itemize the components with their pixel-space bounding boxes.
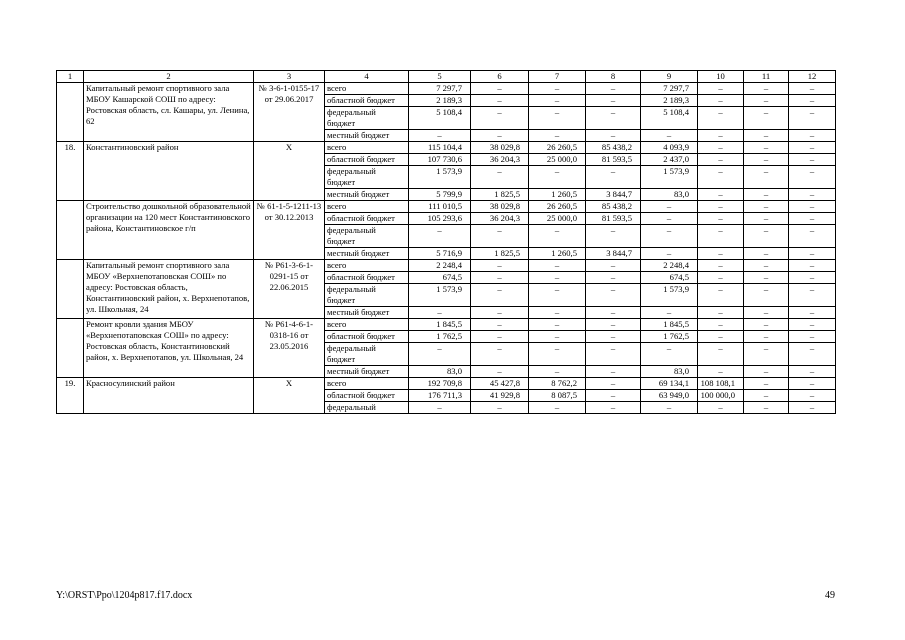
funding-source: всего xyxy=(325,83,409,95)
amount-cell: – xyxy=(789,402,836,414)
amount-cell: – xyxy=(471,166,529,189)
amount-cell: – xyxy=(698,272,744,284)
amount-cell: – xyxy=(529,319,586,331)
amount-cell: 85 438,2 xyxy=(586,201,641,213)
column-number: 9 xyxy=(641,71,698,83)
amount-cell: – xyxy=(471,366,529,378)
funding-source: всего xyxy=(325,260,409,272)
amount-cell: – xyxy=(471,272,529,284)
budget-table xyxy=(56,70,836,414)
table-body xyxy=(57,71,836,414)
amount-cell: – xyxy=(529,107,586,130)
object-name: Константиновский район xyxy=(84,142,254,201)
amount-cell: 36 204,3 xyxy=(471,154,529,166)
amount-cell: 25 000,0 xyxy=(529,154,586,166)
amount-cell: – xyxy=(789,284,836,307)
amount-cell: 38 029,8 xyxy=(471,201,529,213)
amount-cell: – xyxy=(698,107,744,130)
row-number xyxy=(57,319,84,378)
document-number: № Р61-3-6-1-0291-15 от 22.06.2015 xyxy=(254,260,325,319)
funding-source: федеральный бюджет xyxy=(325,225,409,248)
amount-cell: 63 949,0 xyxy=(641,390,698,402)
amount-cell: – xyxy=(744,154,789,166)
amount-cell: 176 711,3 xyxy=(409,390,471,402)
amount-cell: – xyxy=(744,83,789,95)
object-name: Капитальный ремонт спортивного зала МБОУ «Верхнепотаповская СОШ» по адресу: Ростовская область, Константиновский район, х. Верхнепотапов, ул. Школьная, 24 xyxy=(84,260,254,319)
amount-cell: – xyxy=(789,154,836,166)
row-number: 18. xyxy=(57,142,84,201)
amount-cell: – xyxy=(698,213,744,225)
object-name: Ремонт кровли здания МБОУ «Верхнепотаповская СОШ» по адресу: Ростовская область, Константиновский район, х. Верхнепотапов, ул. Школьная, 24 xyxy=(84,319,254,378)
column-number: 10 xyxy=(698,71,744,83)
amount-cell: – xyxy=(744,319,789,331)
amount-cell: 2 248,4 xyxy=(641,260,698,272)
column-number: 2 xyxy=(84,71,254,83)
amount-cell: 1 573,9 xyxy=(409,284,471,307)
amount-cell: 115 104,4 xyxy=(409,142,471,154)
amount-cell: 2 437,0 xyxy=(641,154,698,166)
amount-cell: – xyxy=(586,284,641,307)
amount-cell: – xyxy=(698,142,744,154)
amount-cell: – xyxy=(744,107,789,130)
amount-cell: 41 929,8 xyxy=(471,390,529,402)
amount-cell: – xyxy=(409,307,471,319)
amount-cell: – xyxy=(789,225,836,248)
amount-cell: 1 260,5 xyxy=(529,248,586,260)
amount-cell: 83,0 xyxy=(409,366,471,378)
amount-cell: 1 845,5 xyxy=(409,319,471,331)
amount-cell: – xyxy=(744,225,789,248)
funding-source: областной бюджет xyxy=(325,390,409,402)
amount-cell: 108 108,1 xyxy=(698,378,744,390)
amount-cell: – xyxy=(789,260,836,272)
amount-cell: – xyxy=(744,166,789,189)
amount-cell: – xyxy=(698,366,744,378)
amount-cell: 5 799,9 xyxy=(409,189,471,201)
amount-cell: – xyxy=(744,272,789,284)
amount-cell: – xyxy=(744,95,789,107)
amount-cell: 38 029,8 xyxy=(471,142,529,154)
amount-cell: – xyxy=(586,307,641,319)
funding-source: всего xyxy=(325,201,409,213)
document-number: Х xyxy=(254,378,325,414)
amount-cell: 83,0 xyxy=(641,189,698,201)
table-row xyxy=(57,319,836,331)
funding-source: местный бюджет xyxy=(325,366,409,378)
amount-cell: – xyxy=(409,225,471,248)
amount-cell: – xyxy=(698,343,744,366)
amount-cell: – xyxy=(789,319,836,331)
amount-cell: 1 762,5 xyxy=(641,331,698,343)
amount-cell: – xyxy=(529,260,586,272)
funding-source: федеральный бюджет xyxy=(325,166,409,189)
amount-cell: – xyxy=(529,366,586,378)
amount-cell: – xyxy=(698,166,744,189)
amount-cell: – xyxy=(744,331,789,343)
funding-source: областной бюджет xyxy=(325,213,409,225)
amount-cell: – xyxy=(789,130,836,142)
amount-cell: – xyxy=(744,213,789,225)
amount-cell: – xyxy=(789,201,836,213)
amount-cell: 1 573,9 xyxy=(641,284,698,307)
amount-cell: 1 573,9 xyxy=(641,166,698,189)
amount-cell: 26 260,5 xyxy=(529,201,586,213)
amount-cell: – xyxy=(641,248,698,260)
amount-cell: 107 730,6 xyxy=(409,154,471,166)
amount-cell: – xyxy=(744,366,789,378)
amount-cell: 1 825,5 xyxy=(471,189,529,201)
amount-cell: – xyxy=(471,331,529,343)
amount-cell: 674,5 xyxy=(641,272,698,284)
amount-cell: 105 293,6 xyxy=(409,213,471,225)
document-number: № 61-1-5-1211-13 от 30.12.2013 xyxy=(254,201,325,260)
amount-cell: – xyxy=(744,402,789,414)
column-number-row xyxy=(57,71,836,83)
funding-source: местный бюджет xyxy=(325,248,409,260)
amount-cell: 111 010,5 xyxy=(409,201,471,213)
amount-cell: – xyxy=(409,402,471,414)
amount-cell: 3 844,7 xyxy=(586,189,641,201)
amount-cell: – xyxy=(698,319,744,331)
amount-cell: – xyxy=(744,248,789,260)
amount-cell: – xyxy=(744,142,789,154)
amount-cell: – xyxy=(641,130,698,142)
amount-cell: – xyxy=(529,284,586,307)
column-number: 3 xyxy=(254,71,325,83)
document-number: № Р61-4-6-1-0318-16 от 23.05.2016 xyxy=(254,319,325,378)
amount-cell: 1 845,5 xyxy=(641,319,698,331)
amount-cell: – xyxy=(641,225,698,248)
amount-cell: 8 762,2 xyxy=(529,378,586,390)
amount-cell: 7 297,7 xyxy=(641,83,698,95)
amount-cell: 2 189,3 xyxy=(641,95,698,107)
amount-cell: – xyxy=(586,107,641,130)
amount-cell: – xyxy=(529,331,586,343)
object-name: Строительство дошкольной образовательной организации на 120 мест Константиновского района, Константиновское г/п xyxy=(84,201,254,260)
amount-cell: – xyxy=(529,402,586,414)
amount-cell: – xyxy=(698,331,744,343)
row-number xyxy=(57,83,84,142)
amount-cell: 1 825,5 xyxy=(471,248,529,260)
funding-source: федеральный бюджет xyxy=(325,284,409,307)
amount-cell: – xyxy=(586,83,641,95)
amount-cell: – xyxy=(698,284,744,307)
amount-cell: – xyxy=(789,213,836,225)
amount-cell: – xyxy=(698,402,744,414)
amount-cell: 2 248,4 xyxy=(409,260,471,272)
amount-cell: – xyxy=(744,130,789,142)
amount-cell: – xyxy=(529,95,586,107)
amount-cell: – xyxy=(789,248,836,260)
amount-cell: 26 260,5 xyxy=(529,142,586,154)
column-number: 6 xyxy=(471,71,529,83)
funding-source: областной бюджет xyxy=(325,95,409,107)
amount-cell: – xyxy=(698,248,744,260)
amount-cell: – xyxy=(744,343,789,366)
amount-cell: – xyxy=(471,95,529,107)
amount-cell: – xyxy=(529,343,586,366)
amount-cell: 3 844,7 xyxy=(586,248,641,260)
column-number: 12 xyxy=(789,71,836,83)
amount-cell: – xyxy=(471,319,529,331)
amount-cell: – xyxy=(586,366,641,378)
funding-source: всего xyxy=(325,378,409,390)
amount-cell: 674,5 xyxy=(409,272,471,284)
funding-source: федеральный бюджет xyxy=(325,107,409,130)
funding-source: всего xyxy=(325,319,409,331)
amount-cell: – xyxy=(529,83,586,95)
amount-cell: – xyxy=(586,390,641,402)
amount-cell: – xyxy=(698,201,744,213)
funding-source: федеральный бюджет xyxy=(325,343,409,366)
page-number: 49 xyxy=(825,590,835,601)
amount-cell: 85 438,2 xyxy=(586,142,641,154)
row-number: 19. xyxy=(57,378,84,414)
column-number: 5 xyxy=(409,71,471,83)
amount-cell: – xyxy=(586,319,641,331)
amount-cell: – xyxy=(471,83,529,95)
amount-cell: – xyxy=(586,402,641,414)
amount-cell: – xyxy=(789,107,836,130)
amount-cell: – xyxy=(698,154,744,166)
column-number: 8 xyxy=(586,71,641,83)
amount-cell: – xyxy=(641,343,698,366)
table-row xyxy=(57,142,836,154)
amount-cell: 5 108,4 xyxy=(409,107,471,130)
funding-source: местный бюджет xyxy=(325,189,409,201)
funding-source: местный бюджет xyxy=(325,307,409,319)
amount-cell: – xyxy=(744,189,789,201)
amount-cell: 5 716,9 xyxy=(409,248,471,260)
amount-cell: 192 709,8 xyxy=(409,378,471,390)
amount-cell: – xyxy=(586,272,641,284)
amount-cell: – xyxy=(586,166,641,189)
amount-cell: 2 189,3 xyxy=(409,95,471,107)
amount-cell: – xyxy=(471,307,529,319)
amount-cell: – xyxy=(744,260,789,272)
amount-cell: 83,0 xyxy=(641,366,698,378)
amount-cell: 4 093,9 xyxy=(641,142,698,154)
amount-cell: 69 134,1 xyxy=(641,378,698,390)
amount-cell: 25 000,0 xyxy=(529,213,586,225)
object-name: Капитальный ремонт спортивного зала МБОУ Кашарской СОШ по адресу: Ростовская область, сл. Кашары, ул. Ленина, 62 xyxy=(84,83,254,142)
document-number: Х xyxy=(254,142,325,201)
amount-cell: – xyxy=(586,343,641,366)
funding-source: всего xyxy=(325,142,409,154)
amount-cell: – xyxy=(698,95,744,107)
amount-cell: – xyxy=(789,343,836,366)
amount-cell: – xyxy=(529,130,586,142)
amount-cell: – xyxy=(409,343,471,366)
amount-cell: – xyxy=(586,130,641,142)
amount-cell: – xyxy=(586,225,641,248)
table-row xyxy=(57,260,836,272)
funding-source: местный бюджет xyxy=(325,130,409,142)
amount-cell: – xyxy=(789,366,836,378)
amount-cell: – xyxy=(698,130,744,142)
row-number xyxy=(57,201,84,260)
amount-cell: – xyxy=(529,307,586,319)
funding-source: федеральный xyxy=(325,402,409,414)
document-number: № 3-6-1-0155-17 от 29.06.2017 xyxy=(254,83,325,142)
amount-cell: – xyxy=(789,95,836,107)
row-number xyxy=(57,260,84,319)
amount-cell: – xyxy=(586,331,641,343)
amount-cell: – xyxy=(471,284,529,307)
amount-cell: 1 573,9 xyxy=(409,166,471,189)
amount-cell: – xyxy=(789,166,836,189)
column-number: 4 xyxy=(325,71,409,83)
amount-cell: – xyxy=(586,378,641,390)
amount-cell: – xyxy=(409,130,471,142)
amount-cell: – xyxy=(471,260,529,272)
amount-cell: 100 000,0 xyxy=(698,390,744,402)
amount-cell: 1 762,5 xyxy=(409,331,471,343)
amount-cell: – xyxy=(789,378,836,390)
column-number: 1 xyxy=(57,71,84,83)
table-row xyxy=(57,378,836,390)
amount-cell: – xyxy=(789,272,836,284)
column-number: 11 xyxy=(744,71,789,83)
funding-source: областной бюджет xyxy=(325,272,409,284)
amount-cell: 45 427,8 xyxy=(471,378,529,390)
amount-cell: – xyxy=(744,307,789,319)
amount-cell: 8 087,5 xyxy=(529,390,586,402)
amount-cell: 7 297,7 xyxy=(409,83,471,95)
amount-cell: – xyxy=(641,201,698,213)
amount-cell: – xyxy=(471,130,529,142)
amount-cell: – xyxy=(698,189,744,201)
amount-cell: 81 593,5 xyxy=(586,154,641,166)
amount-cell: 5 108,4 xyxy=(641,107,698,130)
amount-cell: – xyxy=(641,307,698,319)
object-name: Красносулинский район xyxy=(84,378,254,414)
amount-cell: – xyxy=(789,142,836,154)
amount-cell: – xyxy=(586,95,641,107)
amount-cell: – xyxy=(471,107,529,130)
funding-source: областной бюджет xyxy=(325,331,409,343)
amount-cell: – xyxy=(789,331,836,343)
amount-cell: 1 260,5 xyxy=(529,189,586,201)
footer-file-path: Y:\ORST\Ppo\1204p817.f17.docx xyxy=(56,590,193,601)
amount-cell: 36 204,3 xyxy=(471,213,529,225)
amount-cell: – xyxy=(789,83,836,95)
column-number: 7 xyxy=(529,71,586,83)
amount-cell: – xyxy=(744,284,789,307)
amount-cell: – xyxy=(698,307,744,319)
amount-cell: – xyxy=(744,378,789,390)
amount-cell: – xyxy=(529,272,586,284)
amount-cell: – xyxy=(529,166,586,189)
amount-cell: – xyxy=(641,402,698,414)
amount-cell: – xyxy=(698,260,744,272)
amount-cell: – xyxy=(698,83,744,95)
funding-source: областной бюджет xyxy=(325,154,409,166)
amount-cell: – xyxy=(641,213,698,225)
amount-cell: – xyxy=(586,260,641,272)
amount-cell: – xyxy=(789,189,836,201)
amount-cell: – xyxy=(744,201,789,213)
amount-cell: – xyxy=(471,402,529,414)
amount-cell: – xyxy=(789,390,836,402)
amount-cell: 81 593,5 xyxy=(586,213,641,225)
amount-cell: – xyxy=(471,343,529,366)
amount-cell: – xyxy=(744,390,789,402)
amount-cell: – xyxy=(698,225,744,248)
table-row xyxy=(57,201,836,213)
amount-cell: – xyxy=(471,225,529,248)
amount-cell: – xyxy=(529,225,586,248)
amount-cell: – xyxy=(789,307,836,319)
table-row xyxy=(57,83,836,95)
